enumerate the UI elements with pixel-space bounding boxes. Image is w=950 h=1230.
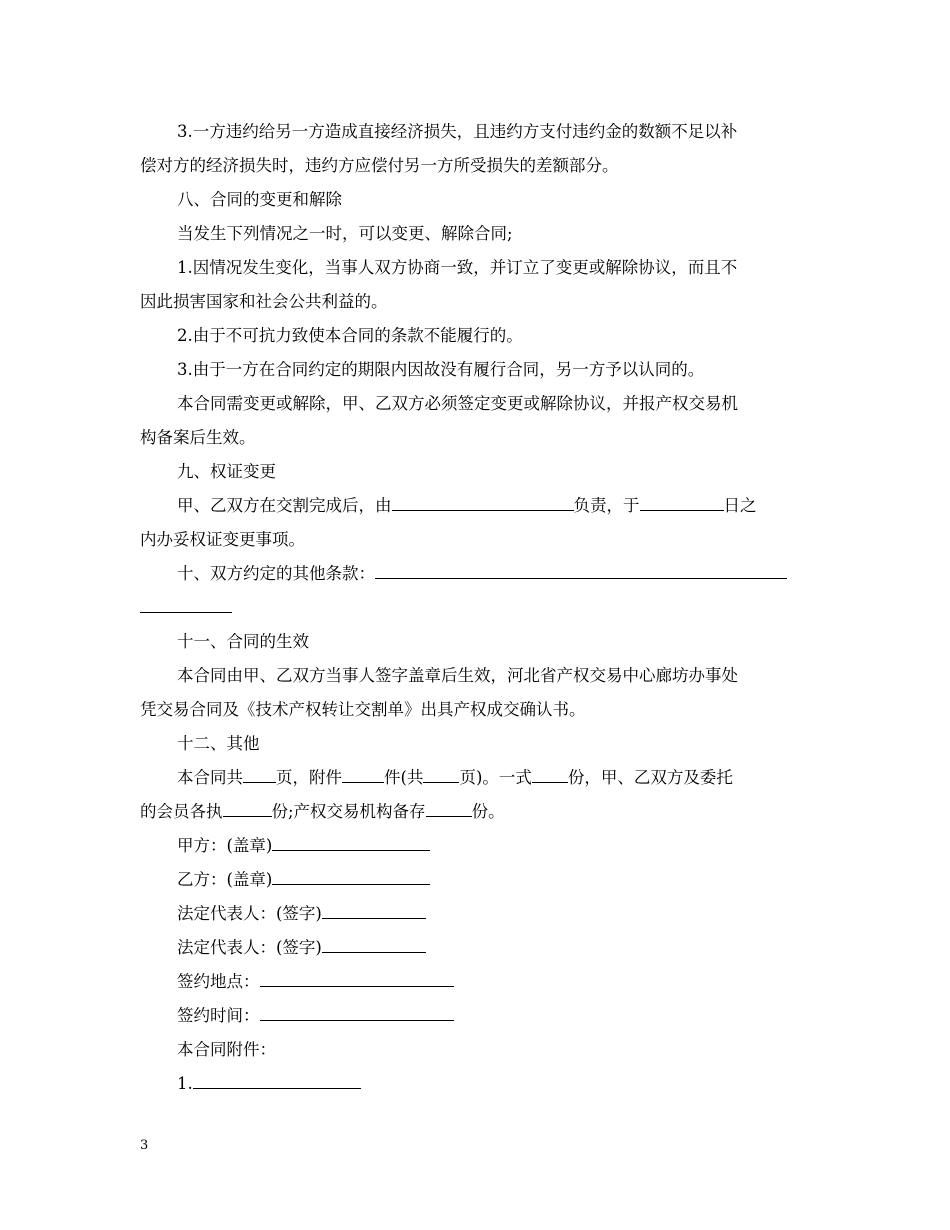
paragraph: 凭交易合同及《技术产权转让交割单》出具产权成交确认书。 [140, 700, 586, 719]
agency-copies-blank[interactable] [426, 800, 472, 817]
rep-b-signature-blank[interactable] [322, 936, 426, 953]
copies-text: 件(共 [384, 768, 424, 787]
cert-text-1: 甲、乙双方在交割完成后，由 [177, 496, 392, 515]
rep-a-signature-blank[interactable] [322, 902, 426, 919]
section-heading: 十二、其他 [177, 734, 260, 753]
signature-rep-a [0, 902, 950, 926]
copies-text: 份，甲、乙双方及委托 [567, 768, 733, 787]
attachments-heading: 本合同附件： [177, 1040, 276, 1059]
signing-time [0, 1004, 950, 1028]
paragraph: 3.一方违约给另一方造成直接经济损失，且违约方支付违约金的数额不足以补 [177, 122, 738, 141]
attachment-number: 1. [177, 1074, 193, 1093]
other-terms-blank-cont[interactable] [140, 596, 232, 613]
signature-label: 法定代表人：(签字) [177, 904, 322, 923]
copies-text: 的会员各执 [140, 802, 223, 821]
attachment-item [0, 1072, 950, 1096]
page-number: 3 [140, 1138, 149, 1153]
party-b-seal-blank[interactable] [272, 868, 430, 885]
signature-party-b [0, 868, 950, 892]
signature-label: 法定代表人：(签字) [177, 938, 322, 957]
copies-paragraph-2 [0, 800, 950, 824]
signature-rep-b [0, 936, 950, 960]
other-terms-blank[interactable] [375, 562, 787, 579]
section-heading: 十一、合同的生效 [177, 632, 309, 651]
signature-label: 签约地点： [177, 972, 260, 991]
copies-count-blank[interactable] [532, 766, 568, 783]
signature-party-a [0, 834, 950, 858]
signature-label: 甲方：(盖章) [177, 836, 273, 855]
signature-label: 乙方：(盖章) [177, 870, 273, 889]
signing-time-blank[interactable] [260, 1004, 454, 1021]
paragraph: 内办妥权证变更事项。 [140, 530, 305, 549]
paragraph: 本合同由甲、乙双方当事人签字盖章后生效，河北省产权交易中心廊坊办事处 [177, 666, 738, 685]
paragraph: 构备案后生效。 [140, 428, 256, 447]
other-terms-label: 十、双方约定的其他条款： [177, 564, 375, 583]
cert-paragraph [0, 494, 950, 518]
signature-label: 签约时间： [177, 1006, 260, 1025]
copies-text: 页，附件 [276, 768, 342, 787]
copies-text: 本合同共 [177, 768, 243, 787]
copies-text: 份。 [471, 802, 505, 821]
party-a-seal-blank[interactable] [272, 834, 430, 851]
other-terms-continuation [0, 596, 950, 620]
copies-text: 份;产权交易机构备存 [271, 802, 426, 821]
responsible-party-blank[interactable] [392, 494, 574, 511]
section-heading: 八、合同的变更和解除 [177, 190, 342, 209]
paragraph: 偿对方的经济损失时，违约方应偿付另一方所受损失的差额部分。 [140, 156, 619, 175]
paragraph: 当发生下列情况之一时，可以变更、解除合同; [177, 224, 513, 243]
copies-paragraph [0, 766, 950, 790]
attachment-blank[interactable] [193, 1072, 361, 1089]
paragraph: 2.由于不可抗力致使本合同的条款不能履行的。 [177, 326, 523, 345]
days-blank[interactable] [640, 494, 724, 511]
paragraph: 因此损害国家和社会公共利益的。 [140, 292, 388, 311]
paragraph: 1.因情况发生变化，当事人双方协商一致，并订立了变更或解除协议，而且不 [177, 258, 738, 277]
attachment-pages-blank[interactable] [423, 766, 459, 783]
signing-place-blank[interactable] [260, 970, 454, 987]
signing-place [0, 970, 950, 994]
cert-text-2: 负责，于 [573, 496, 640, 515]
attachments-count-blank[interactable] [342, 766, 384, 783]
cert-text-3: 日之 [723, 496, 757, 515]
paragraph: 本合同需变更或解除，甲、乙双方必须签定变更或解除协议，并报产权交易机 [177, 394, 738, 413]
pages-blank[interactable] [243, 766, 276, 783]
copies-text: 页)。一式 [459, 768, 532, 787]
member-copies-blank[interactable] [223, 800, 272, 817]
paragraph: 3.由于一方在合同约定的期限内因故没有履行合同，另一方予以认同的。 [177, 360, 705, 379]
section-heading: 九、权证变更 [177, 462, 276, 481]
other-terms [0, 562, 950, 586]
